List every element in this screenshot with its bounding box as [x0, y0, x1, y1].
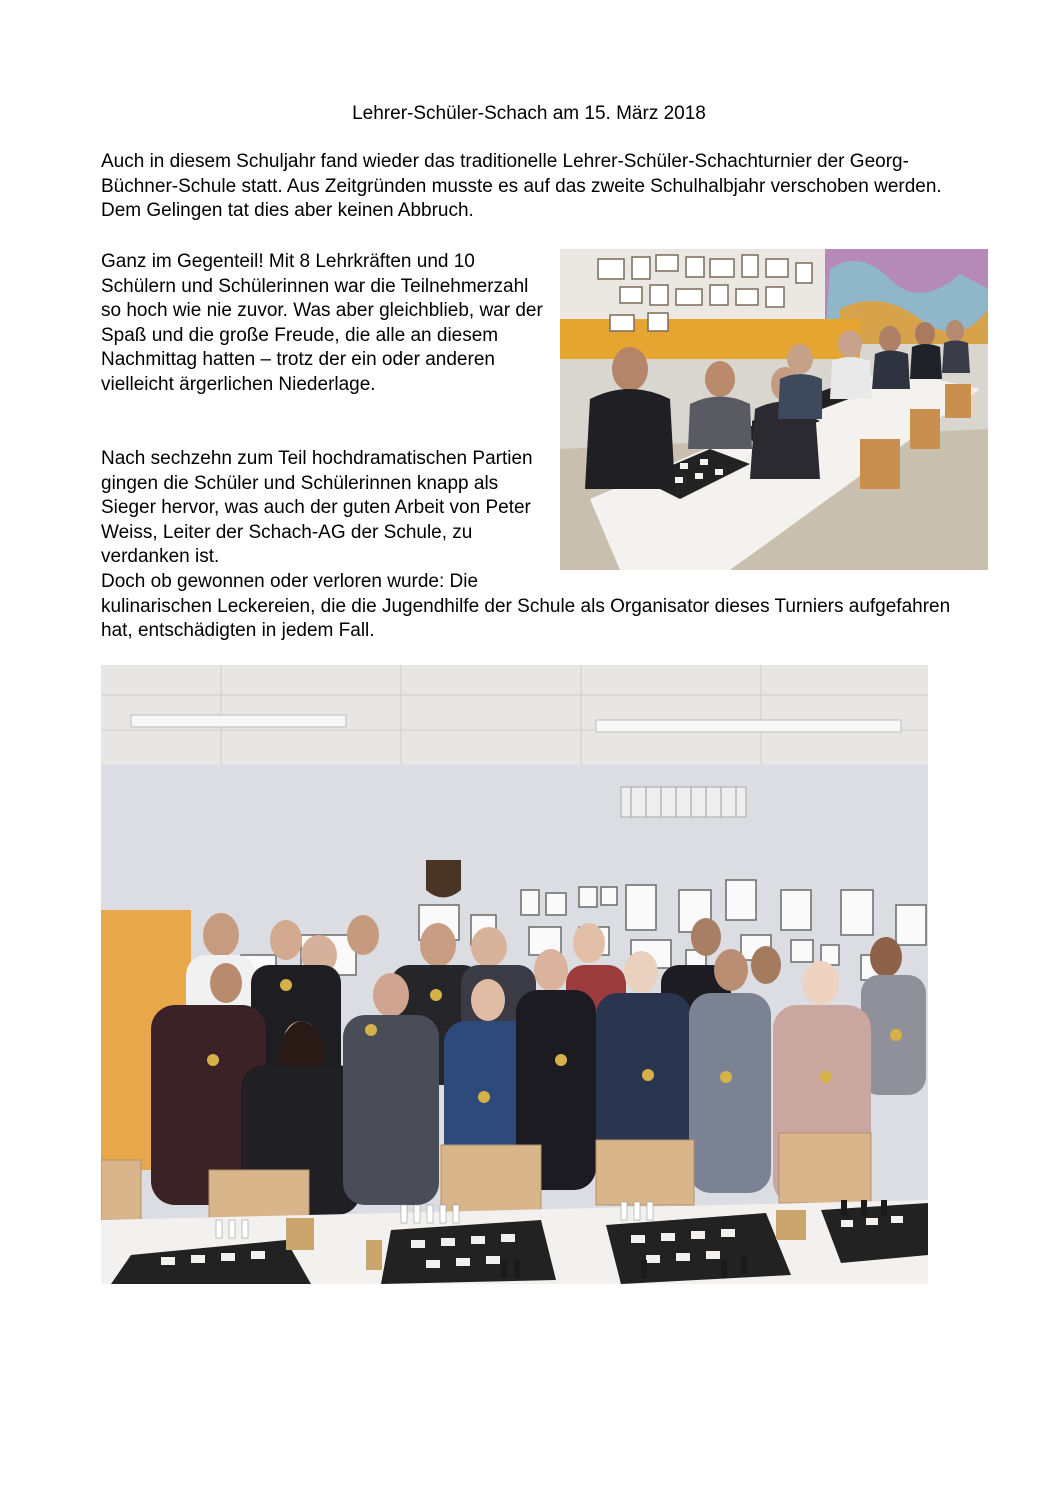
group-photo-with-medals — [101, 665, 928, 1284]
catering-paragraph — [101, 570, 961, 644]
catering-paragraph-line1: Doch ob gewonnen oder verloren wurde: Die — [101, 571, 479, 592]
participants-paragraph: Ganz im Gegenteil! Mit 8 Lehrkräften und 10 Schülern und Schülerinnen war die Teilnehmerzahl so hoch wie nie zuvor. Was aber gleichblieb, war der Spaß und die große Freude, die alle an diesem Nachmittag hatten – trotz der ein oder anderen vielleicht ärgerlichen Niederlage. — [101, 251, 543, 395]
page-title: Lehrer-Schüler-Schach am 15. März 2018 — [352, 103, 706, 124]
result-paragraph: Nach sechzehn zum Teil hochdramatischen Partien gingen die Schüler und Schülerinnen knapp als Sieger hervor, was auch der guten Arbeit von Peter Weiss, Leiter der Schach-AG der Schule, zu verdanken ist. — [101, 448, 533, 568]
chess-tournament-photo — [560, 249, 988, 570]
intro-paragraph: Auch in diesem Schuljahr fand wieder das traditionelle Lehrer-Schüler-Schachturnier der Georg-Büchner-Schule statt. Aus Zeitgründen musste es auf das zweite Schulhalbjahr verschoben werden. Dem Gelingen tat dies aber keinen Abbruch. — [101, 151, 942, 222]
catering-paragraph-rest: kulinarischen Leckereien, die die Jugendhilfe der Schule als Organisator dieses Turniers aufgefahren hat, entschädigten in jedem Fall. — [101, 595, 951, 642]
